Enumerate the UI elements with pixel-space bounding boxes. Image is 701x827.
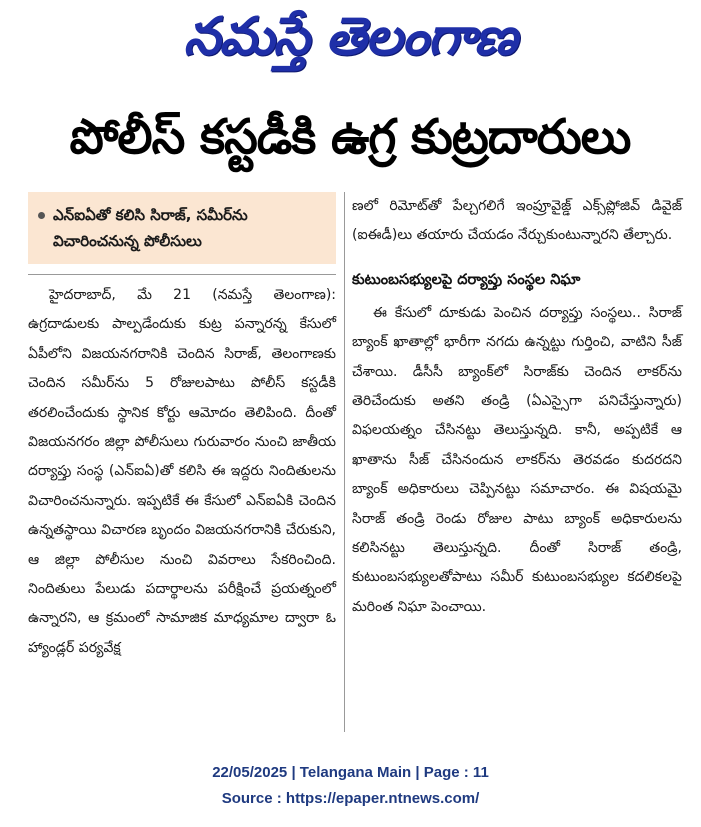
article-headline: పోలీస్ కస్టడీకి ఉగ్ర కుట్రదారులు <box>69 109 631 165</box>
left-column <box>28 192 336 663</box>
highlight-divider <box>28 274 336 275</box>
right-column <box>352 192 682 622</box>
right-body-text-2: ఈ కేసులో దూకుడు పెంచిన దర్యాప్తు సంస్థలు.. సిరాజ్ బ్యాంక్ ఖాతాల్లో భారీగా నగదు ఉన్నట్టు గుర్తించి, వాటిని సీజ్ చేశాయి. డీసీసీ బ్యాంక్‌లో సిరాజ్‌కు చెందిన లాకర్‌ను తెరిచేందుకు అతని తండ్రి (ఏఎస్సైగా పనిచేస్తున్నారు) విఫలయత్నం చేసినట్టు తెలుస్తున్నది. కానీ, అప్పటికే ఆ ఖాతాను సీజ్ చేసినందున లాకర్‌ను తెరవడం కుదరదని బ్యాంక్ అధికారులు చెప్పినట్టు సమాచారం. ఈ విషయమై సిరాజ్ తండ్రి రెండు రోజుల పాటు బ్యాంక్ అధికారులను కలిసినట్టు తెలుస్తున్నది. దీంతో సిరాజ్ తండ్రి, కుటుంబసభ్యులతోపాటు సమీర్ కుటుంబసభ్యుల కదలికలపై మరింత నిఘా పెంచాయి. <box>352 304 682 615</box>
bullet-icon <box>38 212 45 219</box>
footer-source-line: Source : https://epaper.ntnews.com/ <box>221 790 480 807</box>
highlight-box <box>28 192 336 264</box>
column-divider <box>344 192 345 732</box>
masthead-logo <box>150 8 550 78</box>
right-body-text-1: ణలో రిమోట్‌తో పేల్చగలిగే ఇంప్రూవైజ్డ్ ఎక్స్‌ప్లోజివ్ డివైజ్ (ఐఈడీ)లు తయారు చేయడం నేర్చుకుంటున్నారని తేల్చారు. <box>352 198 682 244</box>
footer-date-line: 22/05/2025 | Telangana Main | Page : 11 <box>212 764 489 781</box>
footer <box>0 760 701 812</box>
left-body-text: హైదరాబాద్, మే 21 (నమస్తే తెలంగాణ): ఉగ్రదాడులకు పాల్పడేందుకు కుట్ర పన్నారన్న కేసులో ఏపీలోని విజయనగరానికి చెందిన సిరాజ్, తెలంగాణకు చెందిన సమీర్‌ను 5 రోజులపాటు పోలీస్ కస్టడీకి తరలించేందుకు స్థానిక కోర్టు ఆమోదం తెలిపింది. దీంతో విజయనగరం జిల్లా పోలీసులు గురువారం నుంచి జాతీయ దర్యాప్తు సంస్థ (ఎన్ఐఏ)తో కలిసి ఈ ఇద్దరు నిందితులను విచారించనున్నారు. ఇప్పటికే ఈ కేసులో ఎన్ఐఏకి చెందిన ఉన్నతస్థాయి విచారణ బృందం విజయనగరానికి చేరుకుని, ఆ జిల్లా పోలీసుల నుంచి వివరాలు సేకరించింది. నిందితులు పేలుడు పదార్థాలను పరీక్షించే ప్రయత్నంలో ఉన్నారని, ఆ క్రమంలో సామాజిక మాధ్యమాల ద్వారా ఓ హ్యాండ్లర్ పర్యవేక్ష <box>28 287 336 656</box>
masthead-title: నమస్తే తెలంగాణ <box>183 6 517 67</box>
highlight-text: ఎన్ఐఏతో కలిసి సిరాజ్, సమీర్‌ను విచారించనున్న పోలీసులు <box>53 206 248 250</box>
subheading: కుటుంబసభ్యులపై దర్యాప్తు సంస్థల నిఘా <box>352 271 581 288</box>
